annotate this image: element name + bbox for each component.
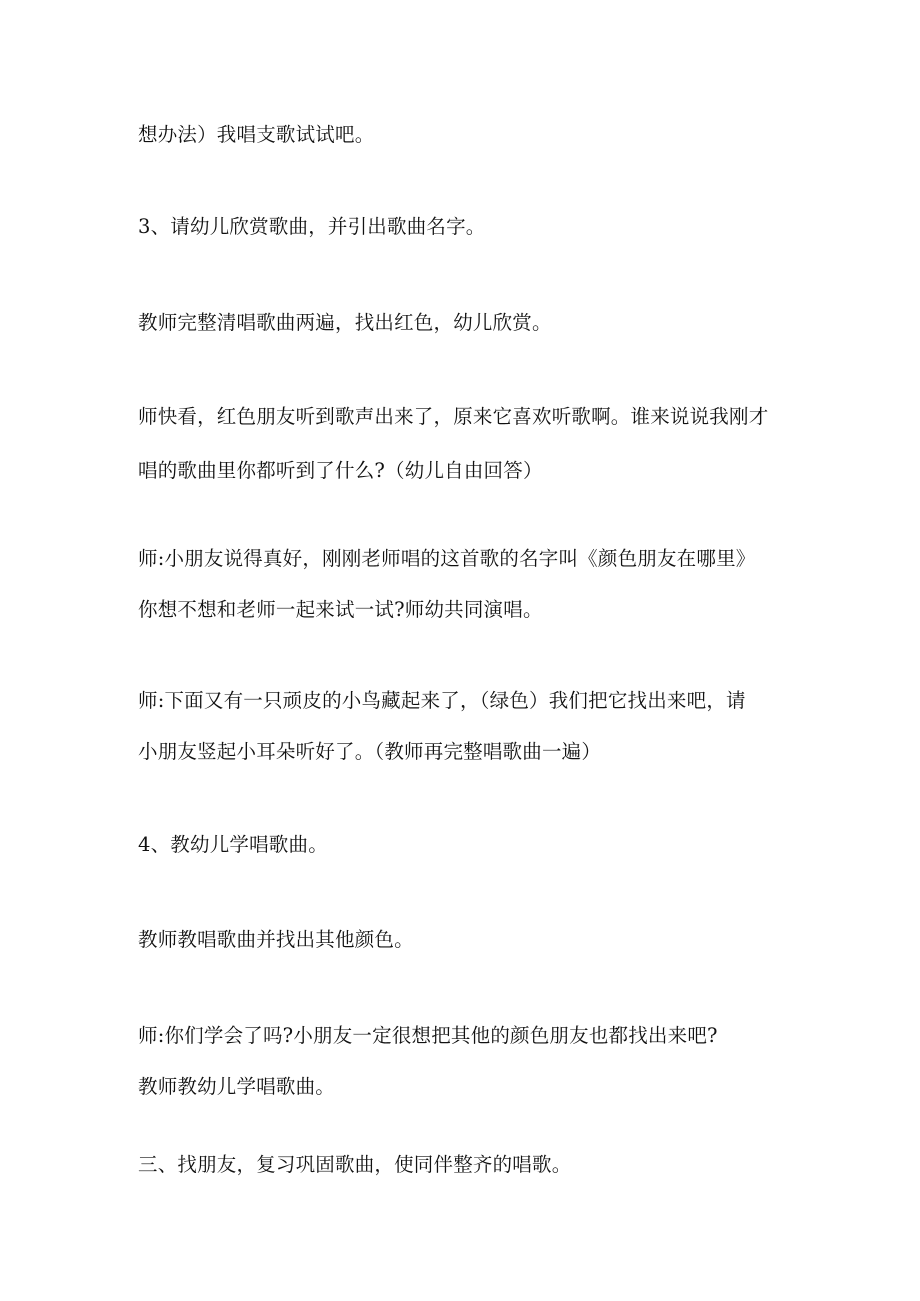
text-line: 师快看，红色朋友听到歌声出来了，原来它喜欢听歌啊。谁来说说我刚才	[138, 405, 769, 428]
text-line: 小朋友竖起小耳朵听好了。（教师再完整唱歌曲一遍）	[138, 740, 602, 763]
text-line: 教师教唱歌曲并找出其他颜色。	[138, 928, 414, 951]
text-line: 师:下面又有一只顽皮的小鸟藏起来了，（绿色）我们把它找出来吧，请	[138, 689, 746, 712]
text-line: 教师教幼儿学唱歌曲。	[138, 1075, 336, 1098]
text-line: 4、教幼儿学唱歌曲。	[138, 833, 328, 856]
text-line: 唱的歌曲里你都听到了什么?（幼儿自由回答）	[138, 459, 543, 482]
text-line: 教师完整清唱歌曲两遍，找出红色，幼儿欣赏。	[138, 311, 552, 334]
text-line: 三、找朋友，复习巩固歌曲，使同伴整齐的唱歌。	[138, 1153, 572, 1176]
text-line: 师:你们学会了吗?小朋友一定很想把其他的颜色朋友也都找出来吧?	[138, 1024, 718, 1047]
text-line: 想办法）我唱支歌试试吧。	[138, 123, 375, 146]
text-line: 3、请幼儿欣赏歌曲，并引出歌曲名字。	[138, 215, 486, 238]
text-line: 师:小朋友说得真好，刚刚老师唱的这首歌的名字叫《颜色朋友在哪里》	[138, 547, 756, 570]
text-line: 你想不想和老师一起来试一试?师幼共同演唱。	[138, 598, 543, 621]
